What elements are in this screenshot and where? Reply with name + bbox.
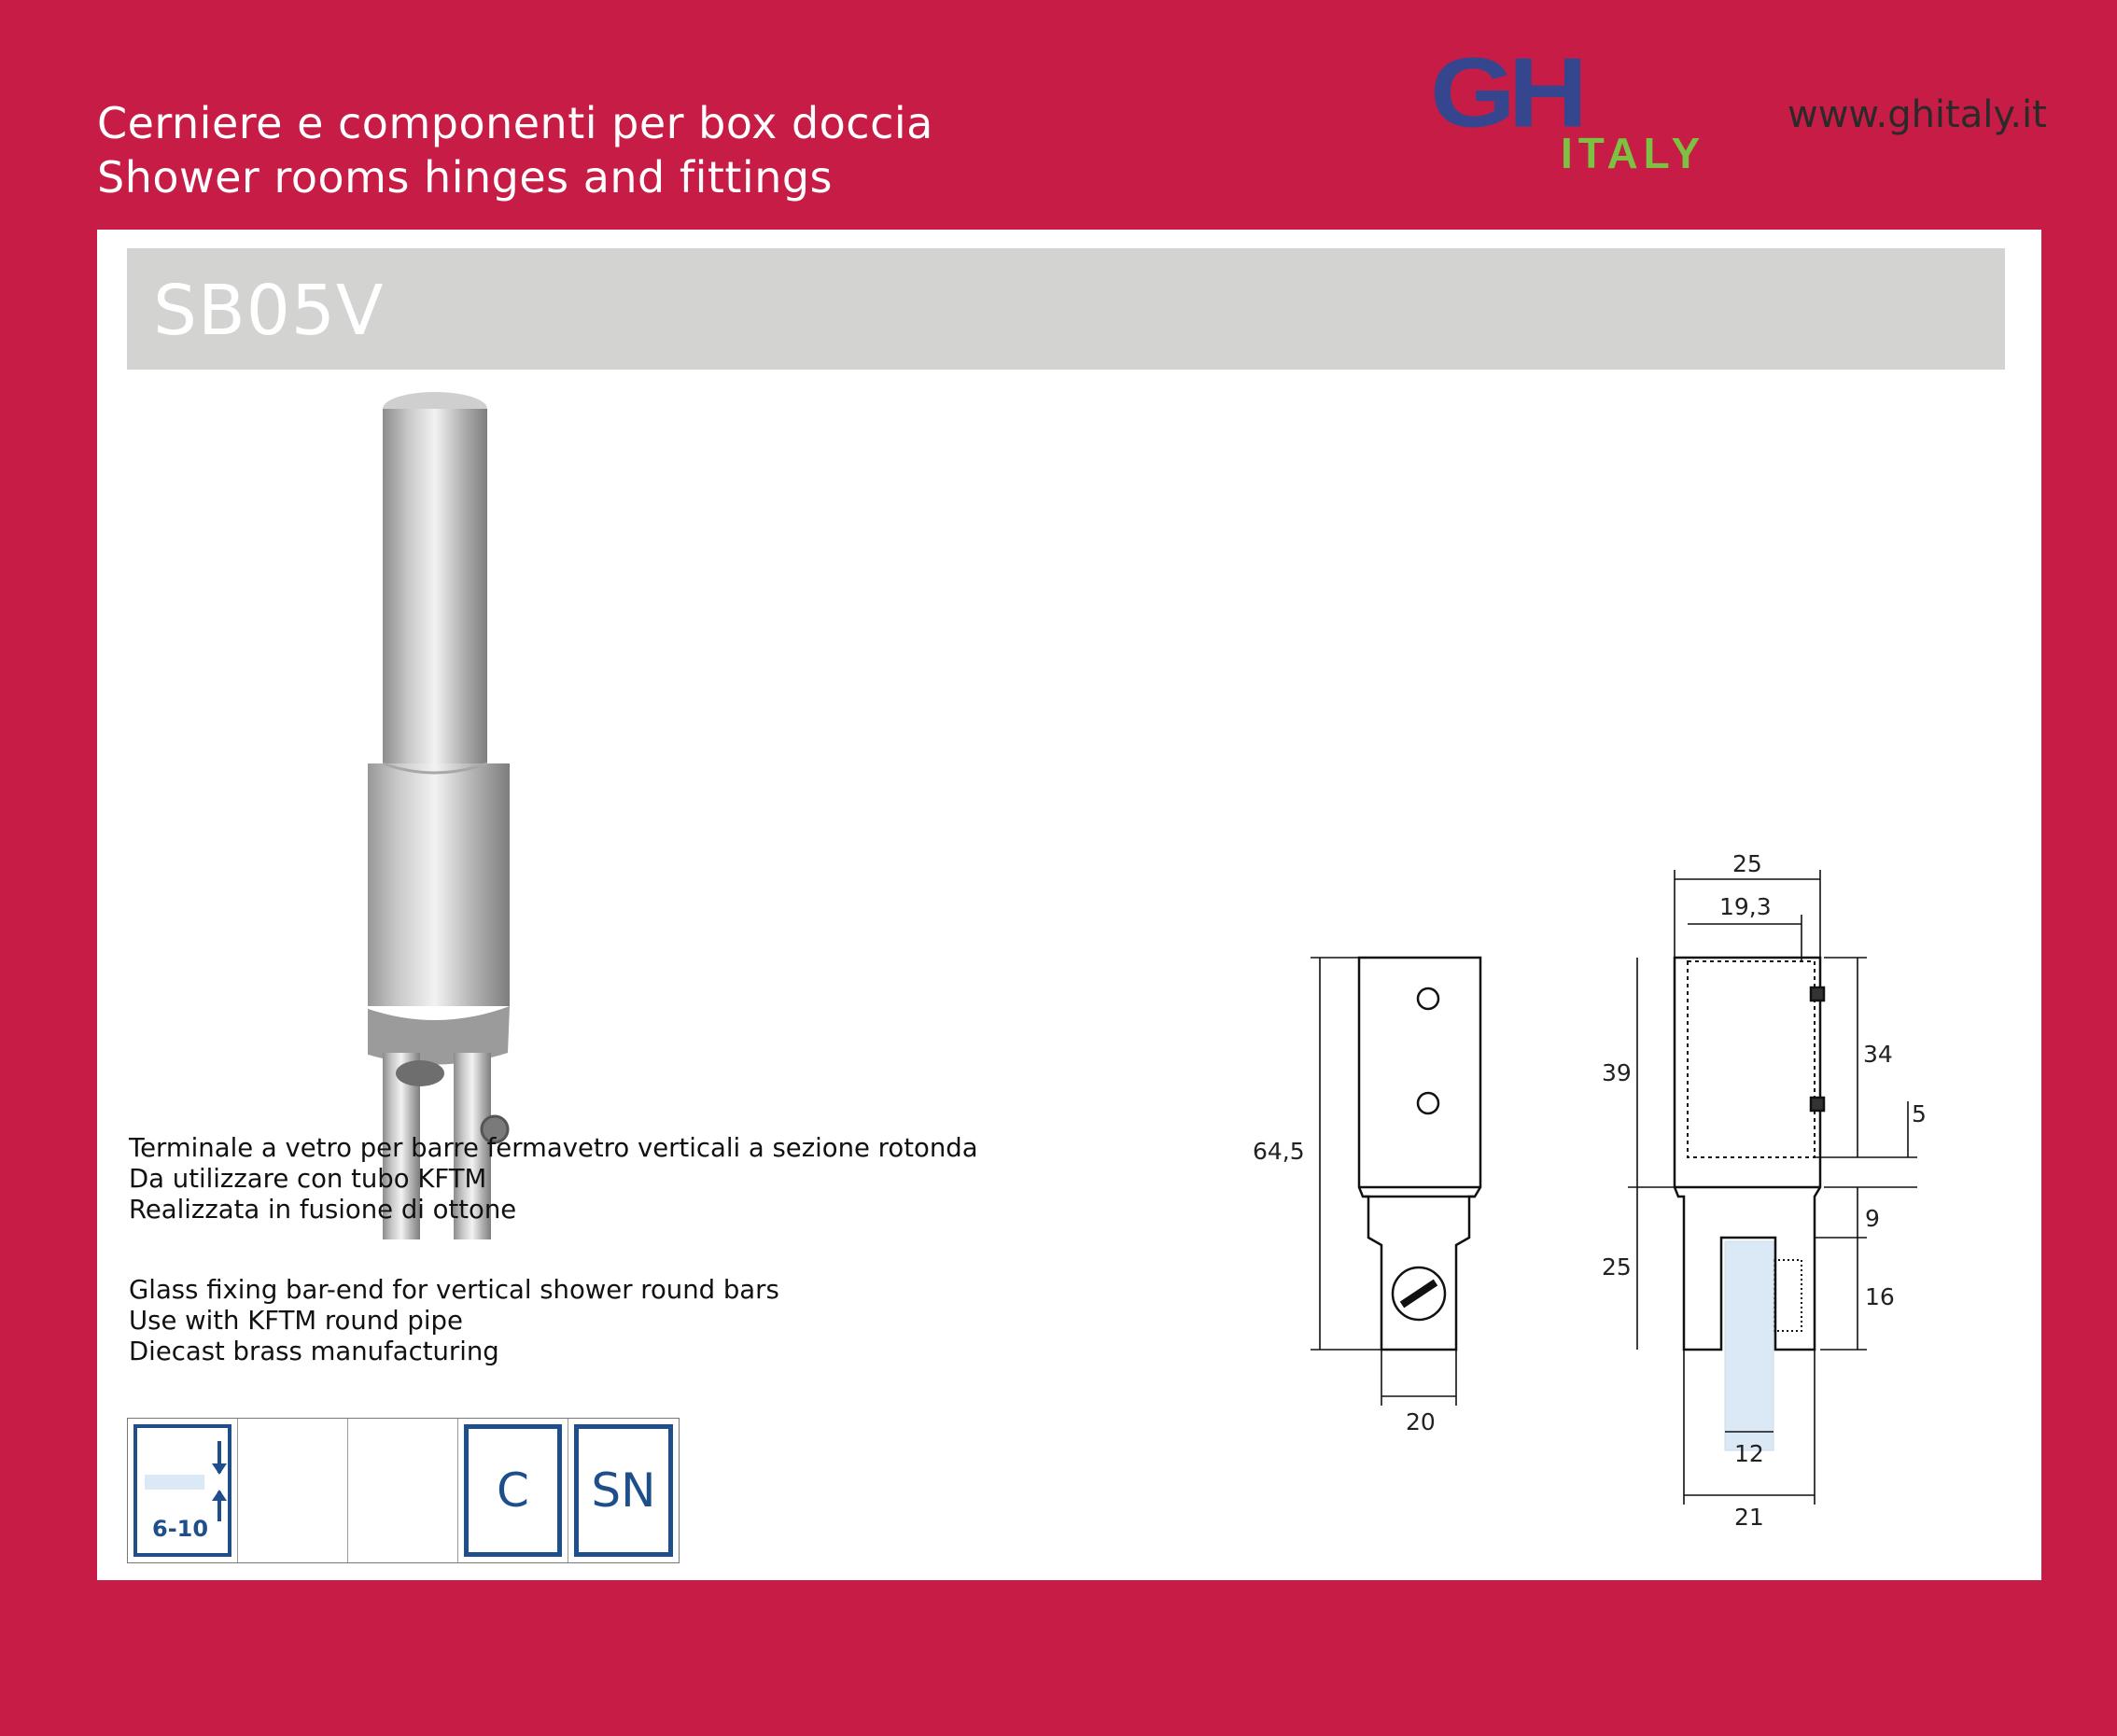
desc-en-line: Glass fixing bar-end for vertical shower round bars [129, 1275, 779, 1305]
title-band [127, 248, 2005, 370]
dim-bottom-width: 21 [1734, 1504, 1764, 1531]
glass-thickness-cell [128, 1419, 238, 1562]
finish-satin-nickel-cell [568, 1419, 679, 1562]
desc-it-line: Da utilizzare con tubo KFTM [129, 1164, 487, 1194]
spec-icons-strip [127, 1418, 680, 1563]
logo-letters: GH [1430, 54, 1580, 148]
dim-screw-offset: 5 [1912, 1100, 1927, 1127]
dim-top-width: 25 [1732, 850, 1762, 877]
finish-chrome-cell [458, 1419, 568, 1562]
dim-total-height: 64,5 [1253, 1138, 1305, 1165]
dim-glass-slot: 12 [1734, 1440, 1764, 1467]
product-code: SB05V [153, 271, 385, 351]
dim-screw-span: 34 [1863, 1041, 1893, 1068]
desc-en-line: Use with KFTM round pipe [129, 1306, 463, 1336]
technical-drawing [1245, 846, 1992, 1574]
dim-lower-height: 25 [1602, 1253, 1632, 1281]
dim-slot-depth: 16 [1865, 1283, 1895, 1310]
dim-front-width: 20 [1406, 1408, 1436, 1435]
empty-spec-cell [348, 1419, 458, 1562]
logo-sub: ITALY [1561, 129, 1706, 175]
product-panel [97, 230, 2041, 1580]
empty-spec-cell [238, 1419, 348, 1562]
glass-thickness-icon [133, 1424, 231, 1557]
header-title-english: Shower rooms hinges and fittings [97, 152, 834, 203]
finish-badge: C [464, 1424, 562, 1557]
desc-en-line: Diecast brass manufacturing [129, 1337, 499, 1366]
dim-upper-height: 39 [1602, 1059, 1632, 1086]
gh-italy-logo [1428, 54, 1764, 175]
product-photo [368, 381, 704, 1258]
arrows-icon [141, 1432, 231, 1521]
header-title-italian: Cerniere e componenti per box doccia [97, 98, 933, 148]
desc-it-line: Terminale a vetro per barre fermavetro verticali a sezione rotonda [129, 1133, 978, 1163]
description-italian [129, 1133, 978, 1225]
glass-thickness-label: 6-10 [152, 1516, 209, 1542]
description-english [129, 1275, 779, 1367]
dim-inner-width: 19,3 [1719, 893, 1772, 920]
dim-slot-offset: 9 [1865, 1205, 1880, 1232]
desc-it-line: Realizzata in fusione di ottone [129, 1195, 517, 1225]
finish-badge: SN [574, 1424, 673, 1557]
website-url[interactable]: www.ghitaly.it [1788, 93, 2047, 136]
